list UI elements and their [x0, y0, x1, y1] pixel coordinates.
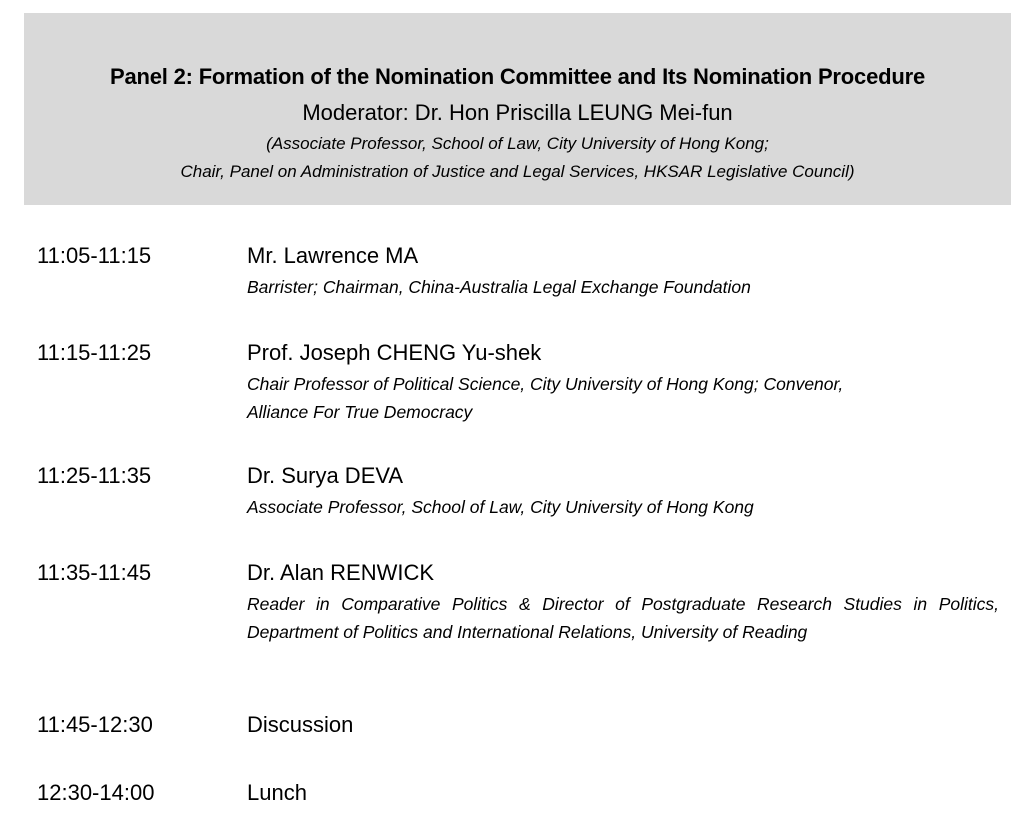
moderator-affiliation — [24, 130, 1011, 186]
panel-title: Panel 2: Formation of the Nomination Committee and Its Nomination Procedure — [110, 64, 925, 89]
speaker-affiliation-line-1: Chair Professor of Political Science, City University of Hong Kong; Convenor, — [247, 374, 844, 394]
speaker-name: Dr. Surya DEVA — [247, 463, 404, 488]
speaker-affiliation: Barrister; Chairman, China-Australia Legal Exchange Foundation — [247, 277, 751, 297]
session-time: 11:35-11:45 — [37, 560, 152, 585]
moderator-name: Moderator: Dr. Hon Priscilla LEUNG Mei-fun — [302, 100, 733, 125]
moderator-affiliation-line-2: Chair, Panel on Administration of Justice and Legal Services, HKSAR Legislative Council) — [180, 162, 855, 181]
speaker-affiliation — [247, 370, 999, 426]
session-time: 11:25-11:35 — [37, 463, 152, 488]
session-activity: Discussion — [247, 712, 354, 737]
speaker-affiliation-line-2: Alliance For True Democracy — [247, 402, 473, 422]
moderator-affiliation-line-1: (Associate Professor, School of Law, City University of Hong Kong; — [266, 134, 769, 153]
session-time: 11:05-11:15 — [37, 243, 152, 268]
session-activity: Lunch — [247, 780, 307, 805]
panel-header — [24, 13, 1011, 205]
session-time: 11:45-12:30 — [37, 712, 153, 737]
session-time: 11:15-11:25 — [37, 340, 152, 365]
speaker-name: Mr. Lawrence MA — [247, 243, 419, 268]
speaker-name: Dr. Alan RENWICK — [247, 560, 435, 585]
speaker-affiliation: Reader in Comparative Politics & Director of Postgraduate Research Studies in Politics, Department of Politics and International Relations, University of Reading — [247, 594, 999, 642]
session-time: 12:30-14:00 — [37, 780, 155, 805]
speaker-name: Prof. Joseph CHENG Yu-shek — [247, 340, 542, 365]
speaker-affiliation: Associate Professor, School of Law, City University of Hong Kong — [247, 497, 754, 517]
